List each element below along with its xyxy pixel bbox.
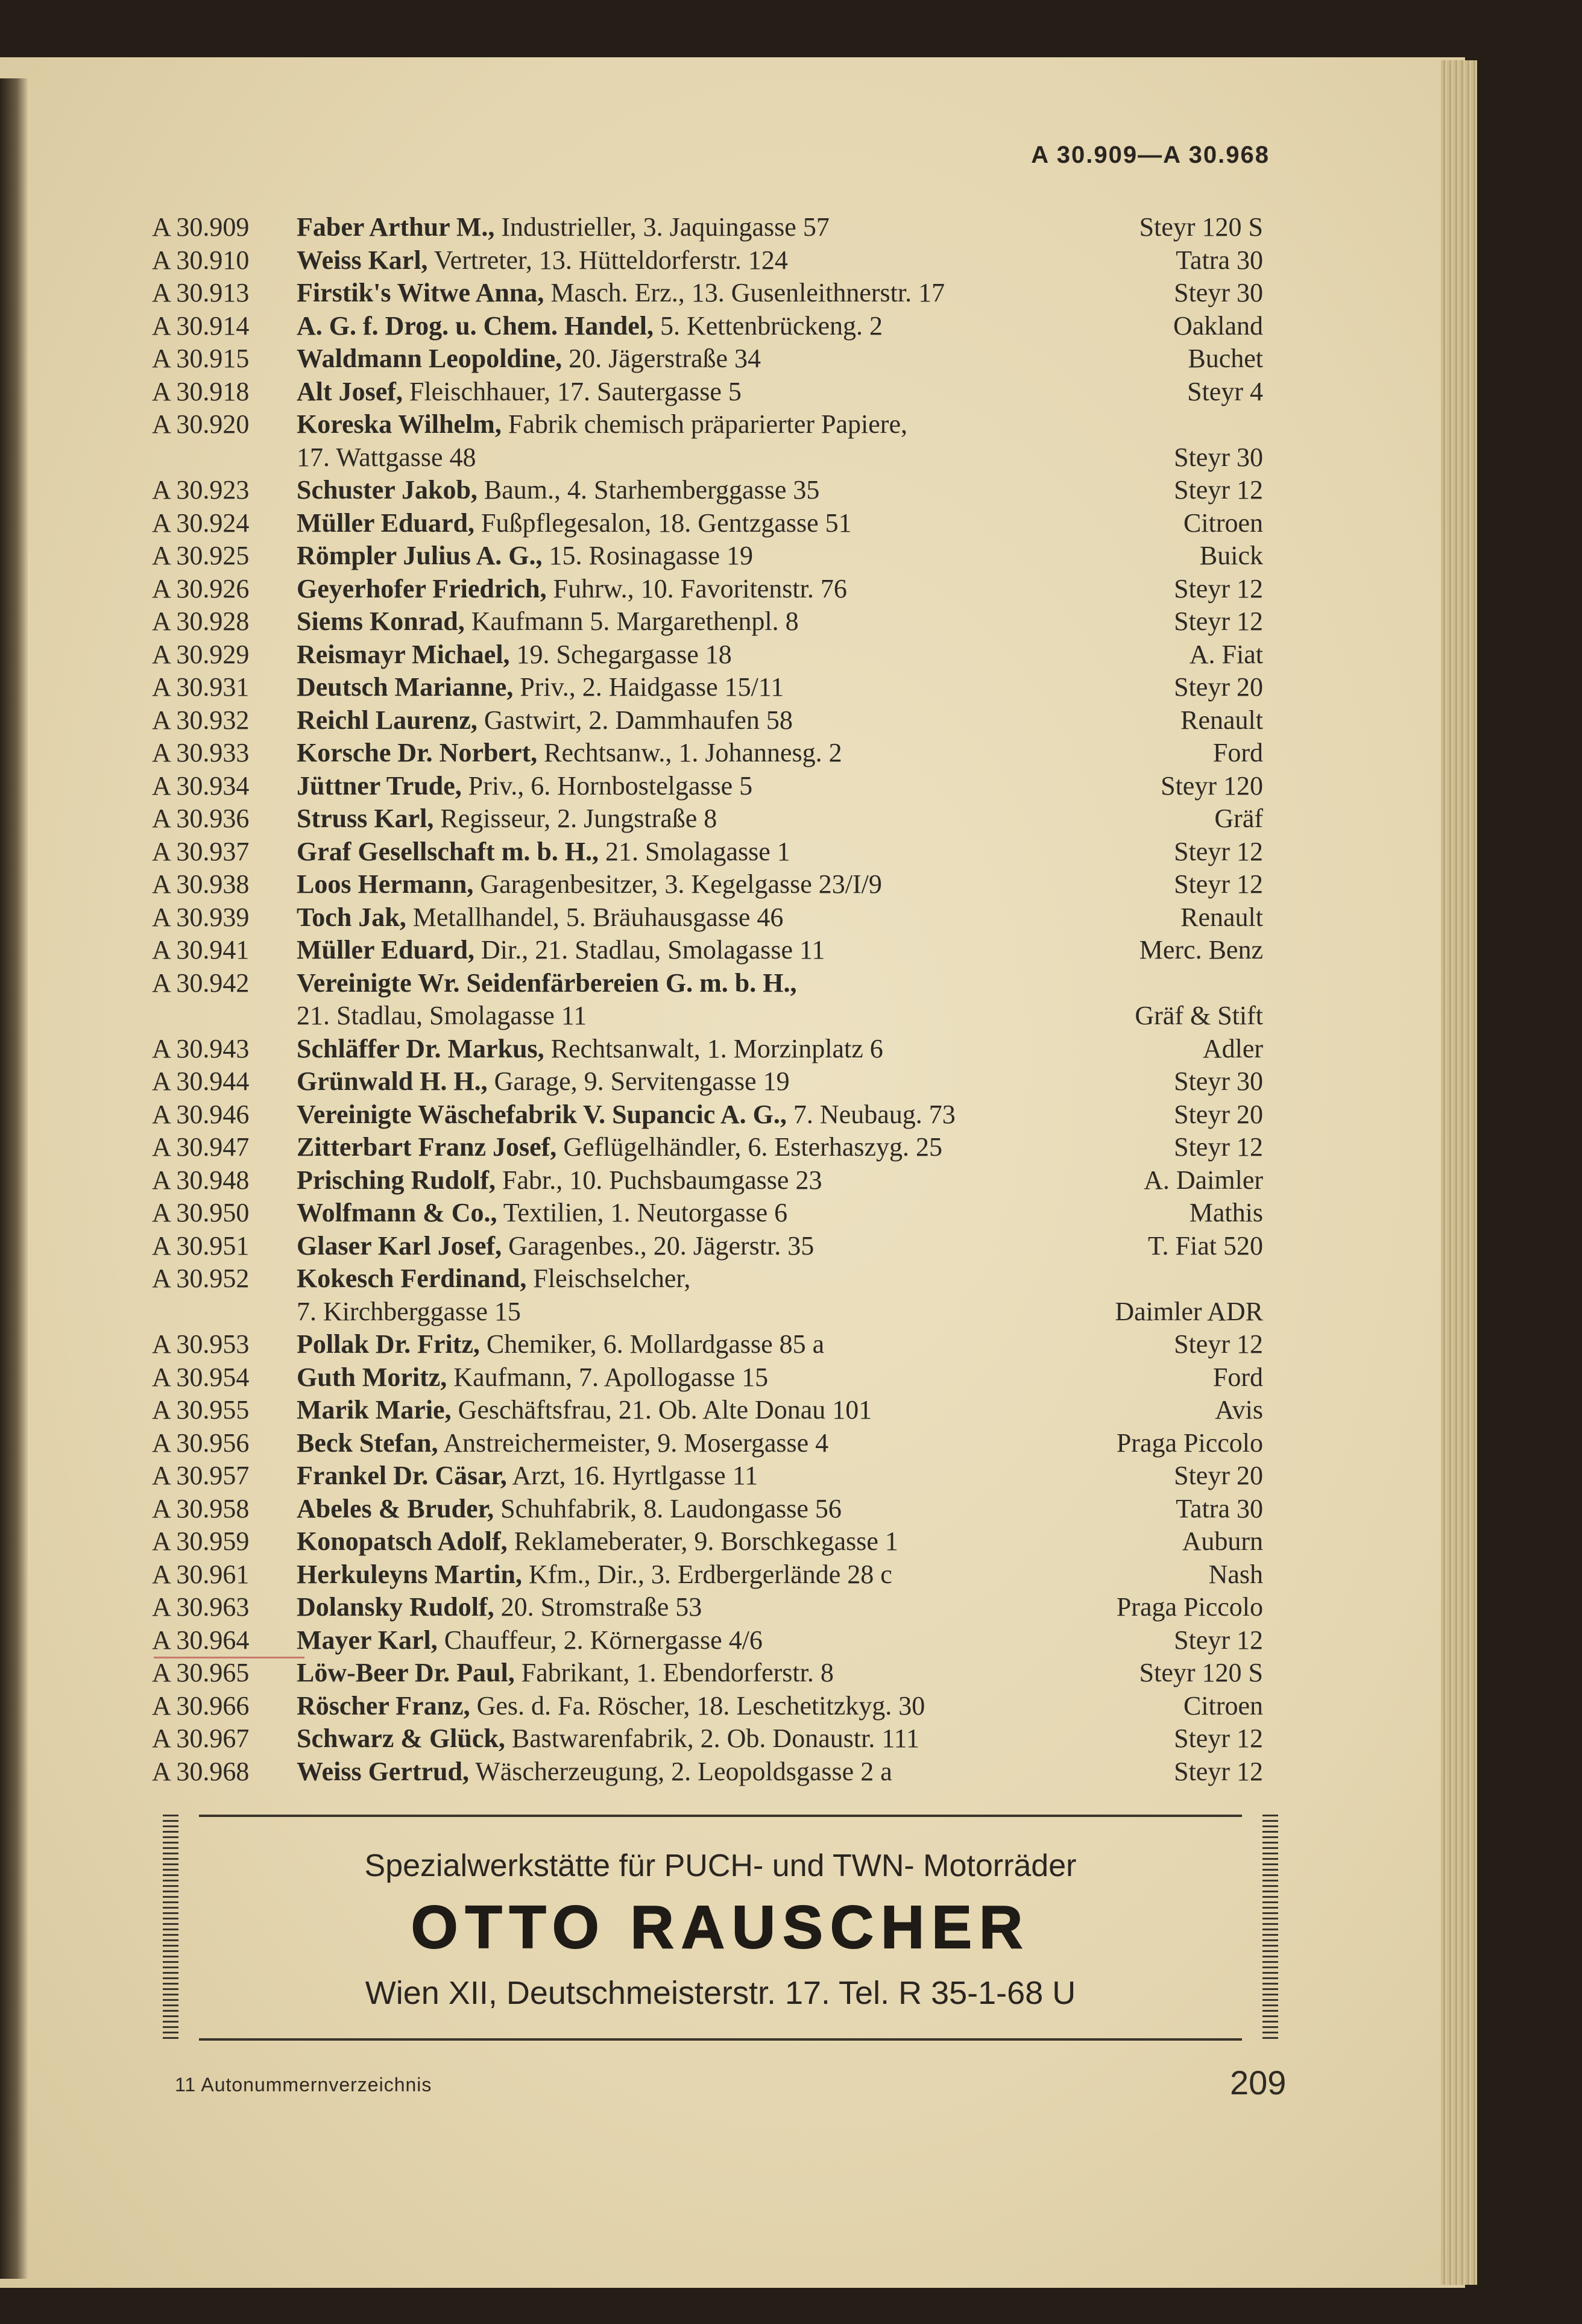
vehicle-make: Mathis [1189,1198,1263,1227]
owner-entry [297,802,717,835]
owner-name: Struss Karl, [297,804,434,833]
registration-number: A 30.942 [152,968,250,998]
vehicle-make: Steyr 12 [1174,475,1263,505]
owner-entry [297,1328,824,1361]
owner-details: Fabrik chemisch präparierter Papiere, [501,409,907,439]
owner-entry [297,507,852,540]
owner-entry [297,1624,763,1657]
owner-details: Chauffeur, 2. Körnergasse 4/6 [437,1625,763,1655]
registration-number: A 30.941 [152,935,250,965]
registration-number: A 30.923 [152,475,250,505]
owner-entry [297,540,753,572]
owner-entry [297,244,788,277]
owner-details: Fußpflegesalon, 18. Gentzgasse 51 [474,508,852,538]
registration-number: A 30.965 [152,1658,250,1687]
owner-entry [297,1493,842,1525]
vehicle-make: Steyr 120 S [1139,212,1263,242]
vehicle-make: Steyr 12 [1174,1724,1263,1753]
registration-number: A 30.952 [152,1264,250,1293]
registration-number: A 30.910 [152,245,250,275]
registration-number: A 30.915 [152,344,250,373]
vehicle-make: Steyr 12 [1174,1132,1263,1162]
vehicle-make: Buchet [1188,344,1263,373]
owner-entry [297,967,796,1000]
owner-name: Müller Eduard, [297,935,475,965]
registration-number: A 30.929 [152,639,250,669]
owner-name: Abeles & Bruder, [297,1493,494,1523]
owner-name: Müller Eduard, [297,508,475,538]
owner-name: Schuster Jakob, [297,475,477,505]
registration-number: A 30.959 [152,1526,250,1556]
owner-name: Marik Marie, [297,1395,452,1425]
registration-number: A 30.931 [152,672,250,702]
advertisement [163,1815,1278,2041]
vehicle-make: A. Daimler [1144,1165,1263,1195]
vehicle-make: Tatra 30 [1176,1493,1263,1523]
vehicle-make: Steyr 30 [1174,442,1263,472]
owner-entry [297,1427,828,1460]
owner-details: Priv., 6. Hornbostelgasse 5 [461,770,753,801]
owner-name: Beck Stefan, [297,1428,438,1458]
owner-details: 21. Smolagasse 1 [599,836,790,866]
owner-entry [297,1394,872,1426]
owner-name: Deutsch Marianne, [297,672,514,702]
owner-details: Gastwirt, 2. Dammhaufen 58 [477,705,793,735]
owner-details: Rechtsanwalt, 1. Morzinplatz 6 [544,1033,883,1063]
owner-name: Prisching Rudolf, [297,1165,496,1195]
registration-number: A 30.920 [152,409,250,439]
registration-number: A 30.955 [152,1395,250,1425]
owner-details: Rechtsanw., 1. Johannesg. 2 [537,738,842,767]
owner-entry [297,310,883,342]
ad-address: Wien XII, Deutschmeisterstr. 17. Tel. R 35-1-68 U [365,1975,1076,2011]
owner-details: Textilien, 1. Neutorgasse 6 [497,1198,788,1227]
vehicle-make: Adler [1202,1033,1263,1063]
registration-number: A 30.913 [152,278,250,307]
owner-entry [297,1756,892,1788]
owner-name: Reichl Laurenz, [297,705,477,735]
owner-entry [297,573,847,605]
vehicle-make: Steyr 12 [1174,1329,1263,1359]
registration-number: A 30.928 [152,606,250,636]
owner-details: Fleischselcher, [526,1264,691,1293]
owner-entry [297,408,907,441]
vehicle-make: Steyr 12 [1174,606,1263,636]
vehicle-make: T. Fiat 520 [1147,1230,1263,1261]
registration-number: A 30.953 [152,1329,250,1359]
owner-name: Grünwald H. H., [297,1066,488,1096]
ad-top-rule [199,1815,1242,1817]
owner-details: Fabr., 10. Puchsbaumgasse 23 [496,1165,822,1195]
owner-details: Garagenbesitzer, 3. Kegelgasse 23/I/9 [473,869,882,899]
owner-name: Alt Josef, [297,376,403,406]
owner-name: Schläffer Dr. Markus, [297,1033,544,1063]
registration-number: A 30.944 [152,1066,250,1096]
owner-details: Wäscherzeugung, 2. Leopoldsgasse 2 a [468,1756,892,1786]
owner-entry [297,901,783,934]
vehicle-make: Steyr 120 S [1139,1658,1263,1687]
vehicle-make: Oakland [1173,310,1263,341]
owner-details: 17. Wattgasse 48 [297,442,476,472]
owner-entry [297,1033,883,1065]
vehicle-make: Steyr 12 [1174,869,1263,899]
owner-entry [297,1361,768,1394]
owner-entry [297,770,752,802]
registration-number: A 30.925 [152,541,250,570]
owner-entry [297,1230,814,1262]
owner-entry [297,1690,925,1722]
vehicle-make: Steyr 12 [1174,836,1263,866]
vehicle-make: Buick [1199,541,1263,570]
owner-details: Reklameberater, 9. Borschkegasse 1 [507,1526,898,1556]
owner-entry [297,1098,956,1131]
owner-details: Kaufmann, 7. Apollogasse 15 [447,1362,769,1392]
owner-name: Schwarz & Glück, [297,1724,505,1753]
vehicle-make: Gräf & Stift [1135,1001,1263,1030]
owner-entry [297,638,732,671]
vehicle-make: Ford [1212,1362,1263,1392]
vehicle-make: Steyr 12 [1174,1625,1263,1655]
owner-details: Masch. Erz., 13. Gusenleithnerstr. 17 [544,278,945,307]
owner-entry [297,376,742,408]
vehicle-make: Steyr 12 [1174,573,1263,603]
registration-number: A 30.946 [152,1099,250,1129]
owner-entry [297,605,799,638]
owner-name: Siems Konrad, [297,606,465,636]
owner-name: Zitterbart Franz Josef, [297,1132,557,1162]
ad-bottom-rule [199,2038,1242,2041]
registration-number: A 30.958 [152,1493,250,1523]
owner-name: Konopatsch Adolf, [297,1526,508,1556]
page-number: 209 [1230,2064,1287,2102]
owner-name: Römpler Julius A. G., [297,541,543,570]
owner-name: Faber Arthur M., [297,212,495,242]
registration-number: A 30.939 [152,902,250,932]
owner-details: 5. Kettenbrückeng. 2 [653,310,883,341]
owner-name: Dolansky Rudolf, [297,1592,494,1622]
registration-number: A 30.943 [152,1033,250,1063]
owner-entry [297,1131,942,1164]
page-header: A 30.909—A 30.968 [1031,142,1270,168]
owner-details: 20. Stromstraße 53 [494,1592,702,1622]
registration-number: A 30.956 [152,1428,250,1458]
vehicle-make: Citroen [1183,508,1263,538]
owner-entry [297,704,793,737]
owner-name: Glaser Karl Josef, [297,1230,502,1261]
owner-entry [297,342,761,375]
owner-details: Garage, 9. Servitengasse 19 [487,1066,790,1096]
vehicle-make: Citroen [1183,1690,1263,1721]
registration-number: A 30.918 [152,376,250,406]
vehicle-make: Daimler ADR [1115,1296,1263,1326]
owner-name: Firstik's Witwe Anna, [297,278,544,307]
owner-details: Industrieller, 3. Jaquingasse 57 [494,212,830,242]
owner-name: Guth Moritz, [297,1362,447,1392]
owner-name: Pollak Dr. Fritz, [297,1329,480,1359]
owner-details: Geflügelhändler, 6. Esterhaszyg. 25 [556,1132,943,1162]
owner-details: Bastwarenfabrik, 2. Ob. Donaustr. 111 [505,1724,920,1753]
vehicle-make: Praga Piccolo [1116,1592,1263,1622]
owner-entry [297,1591,702,1623]
owner-entry [297,737,842,769]
owner-entry [297,836,790,868]
owner-entry [297,211,830,244]
page-edges [1441,60,1477,2285]
registration-number: A 30.966 [152,1690,250,1721]
owner-details: 7. Neubaug. 73 [786,1099,956,1129]
vehicle-make: Tatra 30 [1176,245,1263,275]
owner-name: Weiss Karl, [297,245,428,275]
vehicle-make: Steyr 4 [1187,376,1263,406]
vehicle-make: Renault [1180,902,1263,932]
owner-details: 19. Schegargasse 18 [509,639,732,669]
registration-number: A 30.968 [152,1756,250,1786]
vehicle-make: Avis [1215,1395,1263,1425]
owner-name: Herkuleyns Martin, [297,1559,522,1589]
registration-number: A 30.914 [152,310,250,341]
owner-name: Korsche Dr. Norbert, [297,738,538,767]
vehicle-make: Ford [1212,738,1263,767]
owner-details: 20. Jägerstraße 34 [562,344,761,373]
owner-entry [297,1296,521,1328]
owner-details: Regisseur, 2. Jungstraße 8 [433,804,717,833]
registration-number: A 30.924 [152,508,250,538]
vehicle-make: Steyr 30 [1174,278,1263,307]
owner-entry [297,1065,790,1098]
owner-name: Geyerhofer Friedrich, [297,573,547,603]
owner-name: Loos Hermann, [297,869,474,899]
vehicle-make: Renault [1180,705,1263,735]
registration-number: A 30.934 [152,770,250,801]
owner-name: Wolfmann & Co., [297,1198,497,1227]
owner-entry [297,1525,898,1558]
owner-details: 21. Stadlau, Smolagasse 11 [297,1001,587,1030]
registration-number: A 30.951 [152,1230,250,1261]
owner-entry [297,1657,834,1689]
owner-name: Waldmann Leopoldine, [297,344,563,373]
registration-number: A 30.954 [152,1362,250,1392]
vehicle-make: Gräf [1214,804,1263,833]
owner-entry [297,441,476,474]
owner-name: Weiss Gertrud, [297,1756,469,1786]
owner-entry [297,934,825,966]
owner-name: Röscher Franz, [297,1690,470,1721]
owner-name: Mayer Karl, [297,1625,438,1655]
registration-number: A 30.961 [152,1559,250,1589]
owner-name: Reismayr Michael, [297,639,510,669]
registration-number: A 30.964 [152,1625,250,1655]
owner-details: Vertreter, 13. Hütteldorferstr. 124 [427,245,788,275]
owner-details: Garagenbes., 20. Jägerstr. 35 [502,1230,815,1261]
owner-details: Anstreichermeister, 9. Mosergasse 4 [438,1428,829,1458]
owner-entry [297,1262,690,1295]
owner-details: Arzt, 16. Hyrtlgasse 11 [506,1461,758,1490]
owner-entry [297,474,819,506]
owner-details: Baum., 4. Starhemberggasse 35 [477,475,820,505]
owner-name: Jüttner Trude, [297,770,462,801]
owner-name: Vereinigte Wr. Seidenfärbereien G. m. b. H., [297,968,797,998]
owner-entry [297,671,784,704]
owner-details: Kfm., Dir., 3. Erdbergerlände 28 c [522,1559,892,1589]
registration-number: A 30.967 [152,1724,250,1753]
registration-number: A 30.948 [152,1165,250,1195]
registration-number: A 30.936 [152,804,250,833]
registration-number: A 30.963 [152,1592,250,1622]
registration-number: A 30.933 [152,738,250,767]
owner-entry [297,1164,822,1197]
owner-name: Graf Gesellschaft m. b. H., [297,836,599,866]
registration-number: A 30.957 [152,1461,250,1490]
vehicle-make: Steyr 12 [1174,1756,1263,1786]
owner-entry [297,1558,892,1591]
owner-name: Löw-Beer Dr. Paul, [297,1658,515,1687]
registration-number: A 30.937 [152,836,250,866]
owner-details: 15. Rosinagasse 19 [542,541,754,570]
vehicle-make: Steyr 120 [1161,770,1263,801]
owner-details: Chemiker, 6. Mollardgasse 85 a [479,1329,825,1359]
vehicle-make: Steyr 30 [1174,1066,1263,1096]
owner-details: Kaufmann 5. Margarethenpl. 8 [464,606,799,636]
owner-entry [297,1197,787,1229]
registration-number: A 30.926 [152,573,250,603]
owner-details: Fabrikant, 1. Ebendorferstr. 8 [514,1658,834,1687]
vehicle-make: Steyr 20 [1174,1099,1263,1129]
registration-number: A 30.909 [152,212,250,242]
owner-details: Fuhrw., 10. Favoritenstr. 76 [546,573,847,603]
owner-entry [297,277,945,309]
owner-details: Metallhandel, 5. Bräuhausgasse 46 [406,902,784,932]
owner-name: Vereinigte Wäschefabrik V. Supancic A. G., [297,1099,787,1129]
owner-details: Priv., 2. Haidgasse 15/11 [513,672,784,702]
vehicle-make: Steyr 20 [1174,1461,1263,1490]
vehicle-make: Nash [1208,1559,1263,1589]
owner-details: 7. Kirchberggasse 15 [297,1296,521,1326]
footer-title: 11 Autonummernverzeichnis [175,2074,432,2096]
vehicle-make: Auburn [1182,1526,1263,1556]
book-gutter [0,78,28,2279]
owner-name: Koreska Wilhelm, [297,409,502,439]
vehicle-make: Steyr 20 [1174,672,1263,702]
owner-details: Dir., 21. Stadlau, Smolagasse 11 [474,935,825,965]
owner-name: Toch Jak, [297,902,406,932]
vehicle-make: A. Fiat [1189,639,1263,669]
owner-entry [297,868,882,901]
owner-name: Kokesch Ferdinand, [297,1264,527,1293]
ad-company-name: OTTO RAUSCHER [411,1894,1030,1961]
owner-details: Ges. d. Fa. Röscher, 18. Leschetitzkyg. 30 [470,1690,925,1721]
owner-name: A. G. f. Drog. u. Chem. Handel, [297,310,654,341]
registration-number: A 30.938 [152,869,250,899]
owner-entry [297,1000,587,1032]
vehicle-make: Merc. Benz [1139,935,1263,965]
owner-details: Schuhfabrik, 8. Laudongasse 56 [494,1493,842,1523]
ad-tagline: Spezialwerkstätte für PUCH- und TWN- Motorräder [364,1848,1077,1883]
vehicle-make: Praga Piccolo [1116,1428,1263,1458]
owner-entry [297,1460,758,1492]
owner-details: Geschäftsfrau, 21. Ob. Alte Donau 101 [451,1395,872,1425]
owner-name: Frankel Dr. Cäsar, [297,1461,507,1490]
registration-number: A 30.947 [152,1132,250,1162]
owner-entry [297,1722,919,1755]
owner-details: Fleischhauer, 17. Sautergasse 5 [402,376,742,406]
registration-number: A 30.950 [152,1198,250,1227]
registration-number: A 30.932 [152,705,250,735]
